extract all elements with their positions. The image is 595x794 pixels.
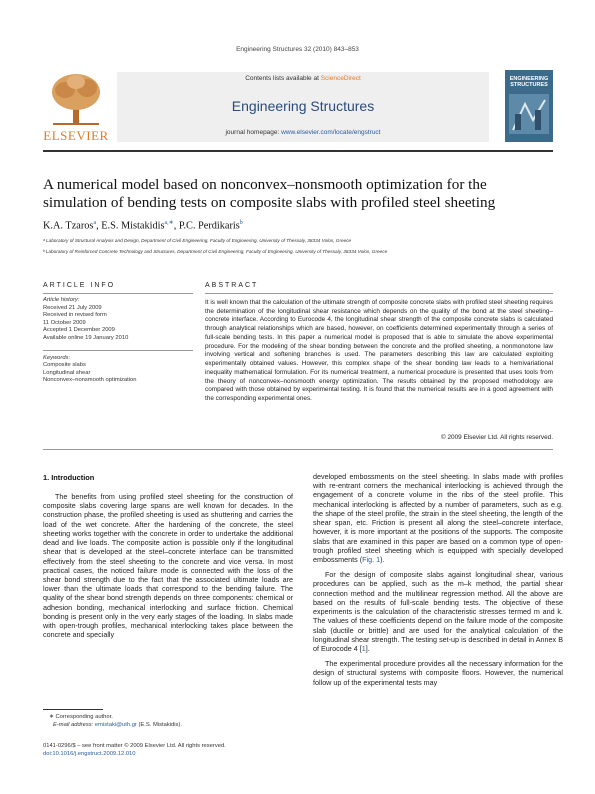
publication-info xyxy=(43,742,293,758)
body-column-right xyxy=(313,472,563,687)
journal-reference: Engineering Structures 32 (2010) 843–853 xyxy=(236,46,359,53)
history-item: Accepted 1 December 2009 xyxy=(43,327,115,334)
body-paragraph: For the design of composite slabs against longitudinal shear, various procedures can be applied, such as the m–k method, the partial shear connection method and the multilinear regression method. All the above are based on the results of full-scale bending tests. The objective of these experiments is the calculation of the characteristic stresses termed m and k. The values of these coefficients depend on the failure mode of the composite slab (ductile or brittle) and are used for the analytical calculation of the longitudinal shear strength. The testing set-up is described in detail in Annex B of Eurocode 4 [1]. xyxy=(313,570,563,653)
keyword: Composite slabs xyxy=(43,362,86,369)
sciencedirect-link[interactable]: ScienceDirect xyxy=(320,75,361,82)
body-paragraph: developed embossments on the steel sheeting. In slabs made with profiles with re-entrant corners the mechanical interlocking is achieved through the engagement of a concrete volume in the ribs of the steel profile. This mechanical interlocking is affected by a number of parameters, such as e.g. the shape of the steel profile, the strain in the steel sheeting, the length of the shear span, etc. Friction is present all along the steel–concrete interface, however, it is more important at the positions of the supports. The composite slabs that are examined in this paper are based on a common type of open-trough profiled steel sheeting which is equipped with specially developed embossments (Fig. 1). xyxy=(313,472,563,564)
keyword: Nonconvex–nonsmooth optimization xyxy=(43,377,137,384)
journal-header-box xyxy=(117,72,489,142)
journal-homepage: journal homepage: www.elsevier.com/locate/engstruct xyxy=(225,129,381,136)
abstract-heading: ABSTRACT xyxy=(205,282,259,289)
email-link[interactable]: emistaki@uth.gr xyxy=(94,722,137,728)
abstract-rule xyxy=(205,293,553,294)
article-info xyxy=(43,297,193,385)
journal-name: Engineering Structures xyxy=(231,98,375,114)
footnote-rule xyxy=(43,709,103,710)
history-item: Received 21 July 2009 xyxy=(43,304,102,311)
figure-link[interactable]: Fig. 1 xyxy=(362,554,381,564)
keywords-label: Keywords: xyxy=(43,354,71,361)
article-info-rule xyxy=(43,293,193,294)
affiliation-a: ᵃ Laboratory of Structural Analysis and Design, Department of Civil Engineering, Faculty of Engineering, University of Thessaly, 38334 Volos, Greece xyxy=(43,238,352,243)
contents-line: Contents lists available at ScienceDirect xyxy=(245,75,361,82)
history-item: Available online 19 January 2010 xyxy=(43,334,129,341)
footnote xyxy=(43,713,293,729)
homepage-link[interactable]: www.elsevier.com/locate/engstruct xyxy=(281,129,381,136)
section-heading-introduction: 1. Introduction xyxy=(43,473,95,482)
article-title: A numerical model based on nonconvex–nonsmooth optimization for the simulation of bending tests on composite slabs with profiled steel sheeting xyxy=(43,176,496,211)
author-affiliation-mark[interactable]: a,∗ xyxy=(164,220,174,226)
issn-line: 0141-0296/$ – see front matter © 2009 Elsevier Ltd. All rights reserved. xyxy=(43,743,226,749)
doi-link[interactable]: doi:10.1016/j.engstruct.2009.12.010 xyxy=(43,751,136,757)
history-item: 11 October 2009 xyxy=(43,319,86,326)
email-line: E-mail address: emistaki@uth.gr (E.S. Mistakidis). xyxy=(53,722,182,728)
keyword: Longitudinal shear xyxy=(43,369,91,376)
abstract-bottom-rule xyxy=(43,449,553,450)
reference-link[interactable]: 1 xyxy=(361,643,366,653)
corresponding-author-note: ∗ Corresponding author. xyxy=(49,714,113,720)
abstract-text: It is well known that the calculation of the ultimate strength of composite concrete slabs with profiled steel sheeting requires the determination of the longitudinal shear resistance which depends on the quality of the bond at the steel sheeting–concrete interface. According to Eurocode 4, the longitudinal shear strength of the composite concrete slabs is calculated through analytical relationships which are based, however, on coefficients determined experimentally through a series of full-scale bending tests. In this paper a numerical model is proposed that is able to simulate the above experimental procedure. For the modeling of the shear bonding between the concrete and the profiled sheeting, a nonmonotone law involving vertical and softening branches is used. The parameters describing this law are calculated exploiting experimentally obtained values. However, this complex shape of the shear bonding law leads to a hemivariational inequality mathematical formulation. For its numerical treatment, a numerical procedure is presented that uses tools from the theory of nonconvex–nonsmooth energy optimization. The results obtained by the proposed methodology are compared with those obtained by experimental testing. It is found that the numerical results are in a good agreement with the corresponding experimental ones. xyxy=(205,299,553,403)
history-item: Received in revised form xyxy=(43,312,107,319)
journal-cover-thumbnail xyxy=(505,70,553,142)
copyright-notice: © 2009 Elsevier Ltd. All rights reserved. xyxy=(441,434,553,441)
article-info-heading: ARTICLE INFO xyxy=(43,282,116,289)
author-affiliation-mark[interactable]: b xyxy=(239,220,243,226)
info-divider xyxy=(43,350,193,351)
header-rule xyxy=(43,150,553,152)
author-name: P.C. Perdikaris xyxy=(178,220,240,232)
author-name: E.S. Mistakidis xyxy=(101,220,165,232)
publisher-name: ELSEVIER xyxy=(43,128,109,143)
body-paragraph: The experimental procedure provides all the necessary information for the design of structural systems with composite floors. However, the numerical follow up of the experimental tests may xyxy=(313,659,563,687)
author-name: K.A. Tzaros xyxy=(43,220,94,232)
elsevier-tree-logo xyxy=(43,70,109,146)
body-column-left xyxy=(43,492,293,640)
journal-masthead xyxy=(43,70,553,146)
author-affiliation-mark[interactable]: a xyxy=(93,220,97,226)
author-list: K.A. Tzaros$^a$, E.S. Mistakidis$^{a,∗}$, P.C. Perdikaris$^b$ xyxy=(43,220,243,232)
history-label: Article history: xyxy=(43,297,80,303)
body-paragraph: The benefits from using profiled steel sheeting for the construction of composite slabs covering large spans are well known for decades. In the construction phase, the profiled sheeting is used as shuttering and carries the load of the wet concrete. After the hardening of the concrete, the steel sheeting works together with the concrete in order to undertake the additional dead and live loads. The composite action is possible only if the longitudinal shear that is developed at the steel–concrete interface can be transmitted effectively from the steel sheeting to the concrete and vice versa. In most practical cases, the noticed failure mode is connected with the loss of the shear bond strength due to the fact that the associated ultimate loads are lower than the ultimate loads that correspond to the bending failure. The quality of the shear bond strength depends on three components: chemical or adhesion bonding, mechanical interlocking and surface friction. Chemical bonding is present only in the very early stages of the loading. In slabs made with open-trough profiles, mechanical interlocking takes place between the concrete and specially xyxy=(43,492,293,640)
cover-title: ENGINEERING STRUCTURES xyxy=(509,76,549,88)
affiliation-b: ᵇ Laboratory of Reinforced Concrete Technology and Structures, Department of Civil Engineering, Faculty of Engineering, University of Thessaly, 38334 Volos, Greece xyxy=(43,249,388,254)
